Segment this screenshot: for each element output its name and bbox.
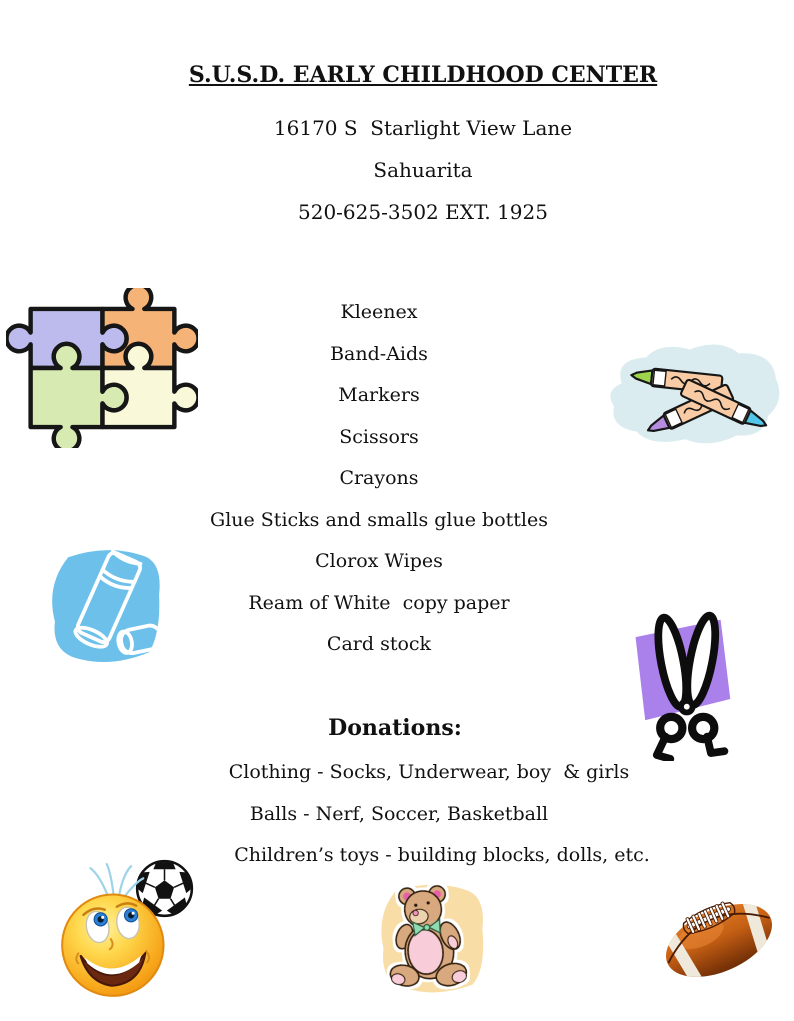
smiley-soccer-ball-clipart <box>50 856 202 1003</box>
supply-item: Scissors <box>339 425 419 448</box>
donation-item: Balls - Nerf, Soccer, Basketball <box>249 802 549 825</box>
crayons-clipart <box>590 330 790 452</box>
supply-item: Clorox Wipes <box>315 550 443 572</box>
supply-item: Markers <box>338 384 420 406</box>
supply-item: Card stock <box>326 633 432 655</box>
address-line: 16170 S Starlight View Lane <box>273 116 573 140</box>
puzzle-pieces-clipart <box>6 288 198 448</box>
supply-item: Ream of White copy paper <box>248 591 510 614</box>
teddy-bear-clipart <box>368 876 494 1002</box>
supply-item: Glue Sticks and smalls glue bottles <box>210 508 548 531</box>
donations-heading: Donations: <box>328 715 462 741</box>
football-clipart <box>648 886 790 994</box>
city-line: Sahuarita <box>373 158 473 182</box>
donation-item: Clothing - Socks, Underwear, boy & girls <box>228 761 630 783</box>
supply-item: Band-Aids <box>330 342 428 365</box>
header <box>26 57 794 233</box>
supply-item: Kleenex <box>340 301 418 323</box>
glue-stick-clipart <box>36 540 178 673</box>
supply-item: Crayons <box>339 467 419 489</box>
donation-item: Children’s toys - building blocks, dolls, etc. <box>234 844 650 866</box>
scissors-clipart <box>622 606 738 761</box>
page-title: S.U.S.D. EARLY CHILDHOOD CENTER <box>188 62 658 88</box>
phone-line: 520-625-3502 EXT. 1925 <box>298 200 548 224</box>
